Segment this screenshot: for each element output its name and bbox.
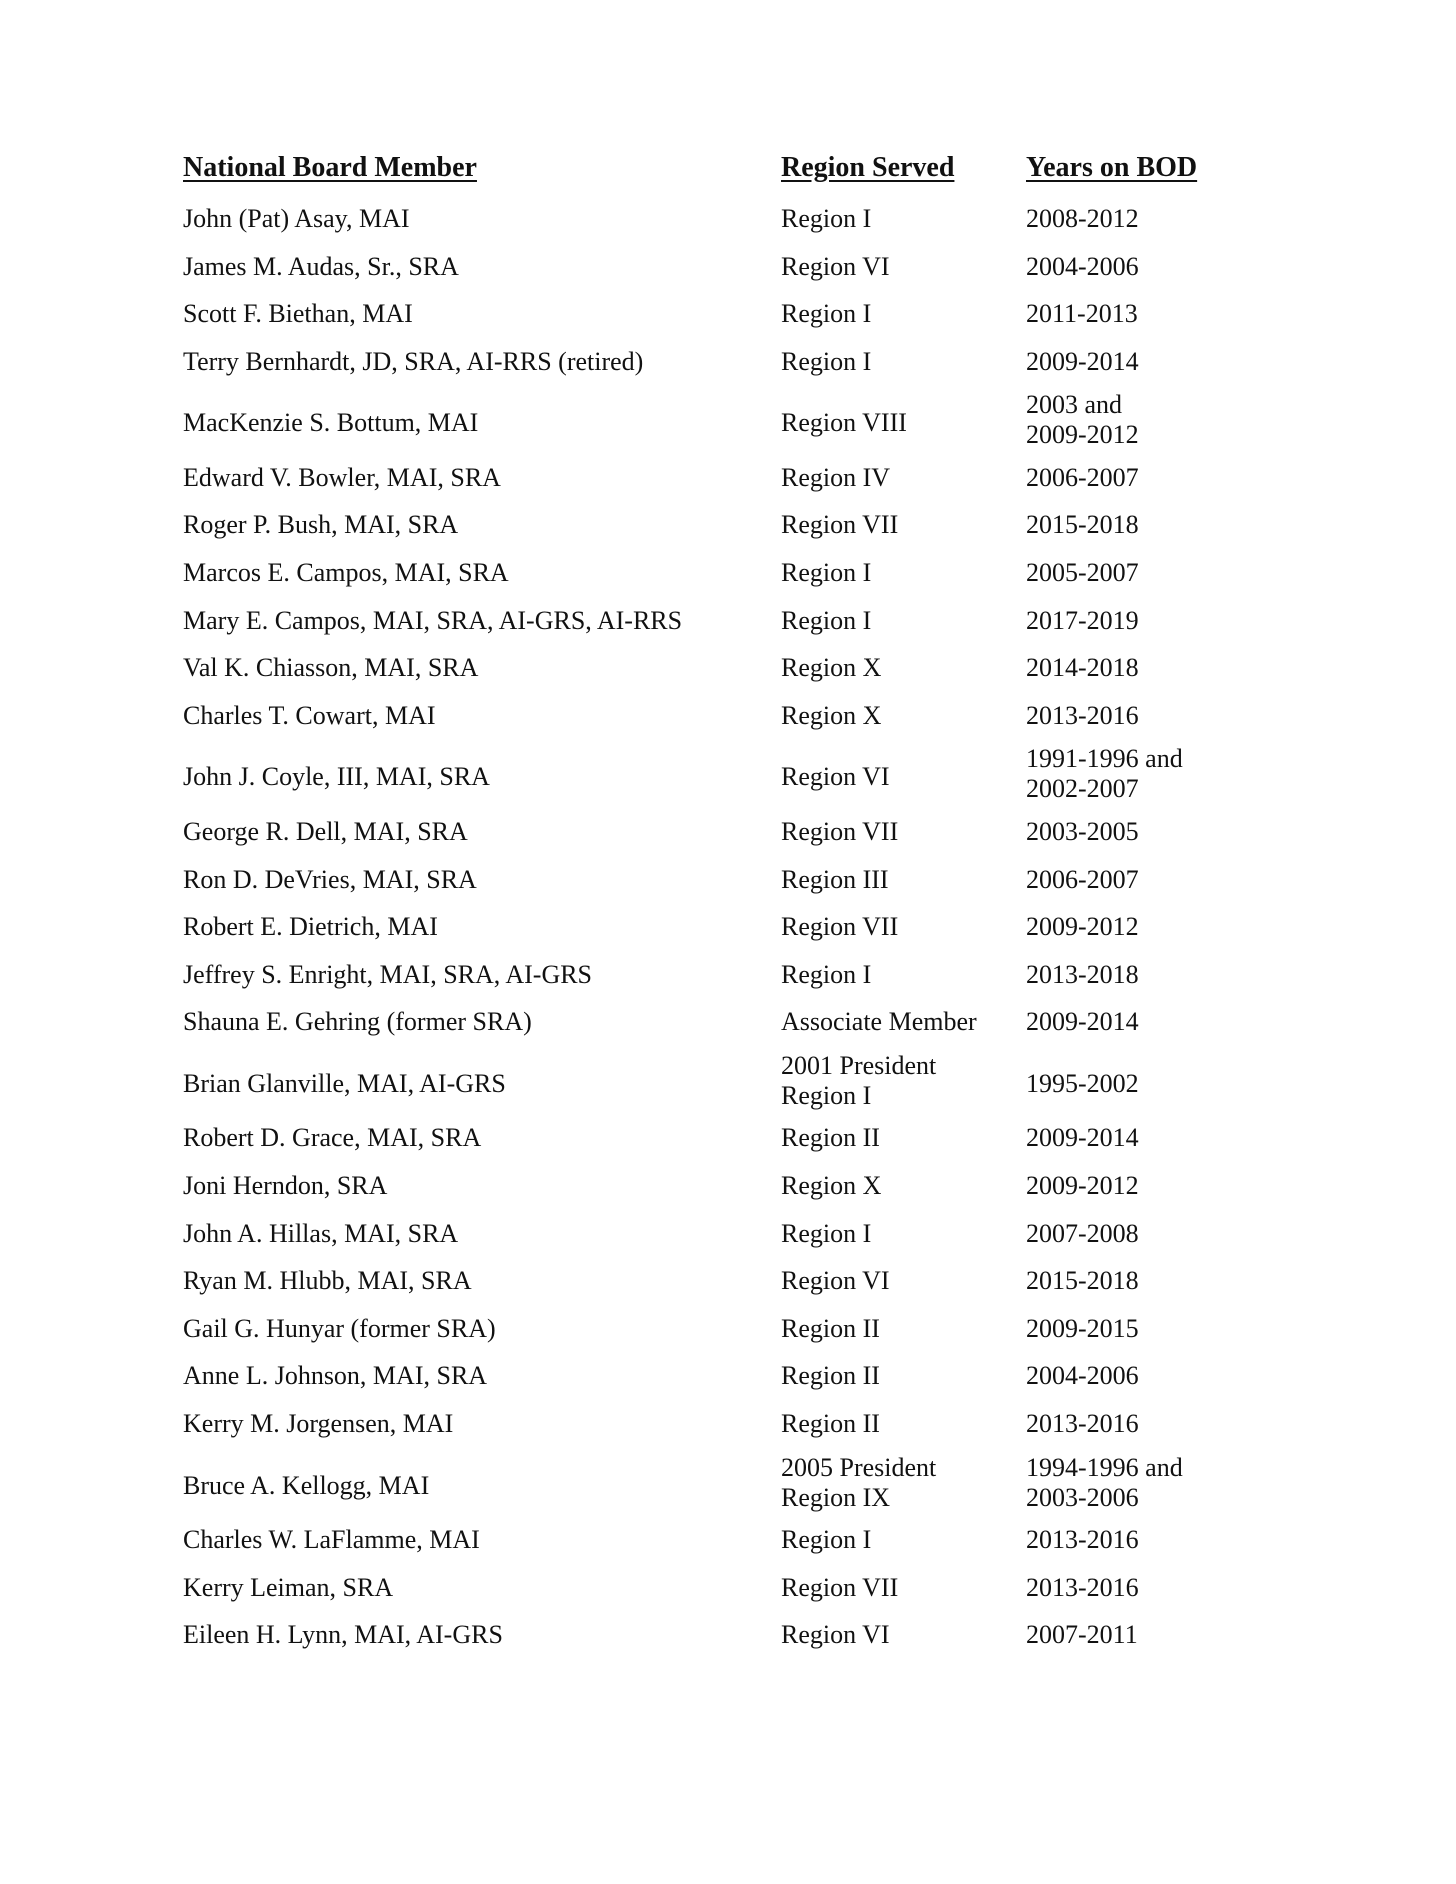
years-on-bod	[1026, 701, 1139, 731]
region-served	[781, 606, 871, 636]
years-on-bod-line: 1994-1996 and	[1026, 1452, 1183, 1482]
years-on-bod	[1026, 960, 1139, 990]
years-on-bod-line: 2007-2008	[1026, 1218, 1139, 1248]
region-served-line: Region VII	[781, 1572, 899, 1602]
years-on-bod-line: 2009-2012	[1026, 912, 1139, 942]
region-served-line: Region IX	[781, 1482, 891, 1512]
region-served-line: Region VII	[781, 510, 899, 540]
years-on-bod	[1026, 653, 1139, 683]
region-served-line: Region VI	[781, 762, 890, 792]
years-on-bod-line: 2015-2018	[1026, 510, 1139, 540]
region-served	[781, 1453, 936, 1513]
region-served-line: Region VI	[781, 1266, 890, 1296]
region-served-line: Region IV	[781, 462, 891, 492]
region-served	[781, 252, 890, 282]
years-on-bod-line: 2014-2018	[1026, 653, 1139, 683]
member-name: Jeffrey S. Enright, MAI, SRA, AI-GRS	[183, 959, 593, 989]
region-served-line: Region X	[781, 1171, 882, 1200]
region-served	[781, 1525, 871, 1555]
member-name: James M. Audas, Sr., SRA	[183, 251, 459, 281]
region-served-line: Region I	[781, 1218, 872, 1248]
member-name: Anne L. Johnson, MAI, SRA	[183, 1361, 488, 1391]
years-on-bod-line: 2009-2012	[1026, 420, 1139, 450]
years-on-bod-line: 2005-2007	[1026, 558, 1139, 588]
member-name: Val K. Chiasson, MAI, SRA	[183, 653, 479, 683]
years-on-bod	[1026, 1314, 1139, 1344]
years-on-bod-line: 2013-2016	[1026, 700, 1139, 730]
region-served	[781, 204, 871, 234]
region-served-line: 2005 President	[781, 1452, 937, 1482]
region-served	[781, 1266, 890, 1296]
region-served-line: Region X	[781, 700, 882, 730]
years-on-bod-line: 2017-2019	[1026, 605, 1139, 635]
years-on-bod-line: 2013-2016	[1026, 1408, 1139, 1438]
table-row	[0, 649, 1456, 697]
member-name: John J. Coyle, III, MAI, SRA	[183, 762, 490, 792]
years-on-bod-line: 2003 and	[1026, 390, 1123, 420]
member-name: Gail G. Hunyar (former SRA)	[183, 1313, 496, 1343]
years-on-bod	[1026, 347, 1139, 377]
years-on-bod	[1026, 510, 1139, 540]
region-served-line: Region X	[781, 653, 882, 683]
table-row	[0, 1521, 1456, 1569]
table-row	[0, 1453, 1456, 1522]
years-on-bod-line: 2015-2018	[1026, 1266, 1139, 1296]
region-served-line: Region I	[781, 1080, 872, 1110]
table-row	[0, 861, 1456, 909]
years-on-bod-line: 1991-1996 and	[1026, 744, 1183, 774]
years-on-bod	[1026, 558, 1139, 588]
table-row	[0, 1357, 1456, 1405]
table-row	[0, 390, 1456, 459]
region-served	[781, 463, 890, 493]
region-served	[781, 865, 889, 895]
years-on-bod	[1026, 204, 1139, 234]
region-served	[781, 1620, 890, 1650]
region-served-line: Region II	[781, 1123, 880, 1153]
years-on-bod-line: 2009-2014	[1026, 1123, 1139, 1153]
years-on-bod-line: 2011-2013	[1026, 299, 1138, 329]
years-on-bod-line: 2004-2006	[1026, 1361, 1139, 1391]
member-name: Shauna E. Gehring (former SRA)	[183, 1007, 532, 1037]
region-served	[781, 1171, 881, 1201]
region-served	[781, 408, 907, 438]
region-served	[781, 510, 898, 540]
region-served-line: Region I	[781, 605, 872, 635]
region-served	[781, 1409, 880, 1439]
region-served-line: Region II	[781, 1313, 880, 1343]
member-name: Joni Herndon, SRA	[183, 1171, 388, 1200]
header-years-on-bod: Years on BOD	[1026, 152, 1198, 183]
table-row	[0, 697, 1456, 745]
region-served-line: Region I	[781, 558, 872, 588]
years-on-bod-line: 2003-2006	[1026, 1482, 1139, 1512]
region-served-line: Region II	[781, 1408, 880, 1438]
region-served	[781, 1123, 880, 1153]
member-name: Bruce A. Kellogg, MAI	[183, 1470, 430, 1500]
region-served-line: Region VII	[781, 912, 899, 942]
years-on-bod	[1026, 1123, 1139, 1153]
member-name: MacKenzie S. Bottum, MAI	[183, 408, 479, 438]
header-national-board-member: National Board Member	[183, 152, 477, 183]
years-on-bod-line: 1995-2002	[1026, 1068, 1139, 1098]
member-name: George R. Dell, MAI, SRA	[183, 816, 468, 846]
member-name: Ryan M. Hlubb, MAI, SRA	[183, 1266, 472, 1296]
years-on-bod-line: 2004-2006	[1026, 251, 1139, 281]
region-served	[781, 653, 881, 683]
years-on-bod	[1026, 1007, 1139, 1037]
years-on-bod	[1026, 1171, 1139, 1201]
table-row	[0, 744, 1456, 813]
member-name: Marcos E. Campos, MAI, SRA	[183, 558, 509, 588]
region-served	[781, 299, 871, 329]
years-on-bod-line: 2008-2012	[1026, 204, 1139, 233]
region-served	[781, 1361, 880, 1391]
member-name: Kerry Leiman, SRA	[183, 1572, 394, 1602]
table-row	[0, 248, 1456, 296]
region-served-line: Associate Member	[781, 1007, 977, 1037]
years-on-bod-line: 2009-2014	[1026, 1007, 1139, 1037]
table-row	[0, 1310, 1456, 1358]
member-name: Robert D. Grace, MAI, SRA	[183, 1123, 482, 1153]
member-name: Eileen H. Lynn, MAI, AI-GRS	[183, 1620, 503, 1650]
table-row	[0, 1569, 1456, 1617]
table-row	[0, 1616, 1456, 1664]
table-row	[0, 1051, 1456, 1120]
years-on-bod	[1026, 912, 1139, 942]
years-on-bod-line: 2006-2007	[1026, 864, 1139, 894]
member-name: John A. Hillas, MAI, SRA	[183, 1218, 459, 1248]
region-served	[781, 701, 881, 731]
table-row	[0, 506, 1456, 554]
years-on-bod	[1026, 865, 1139, 895]
region-served-line: Region VIII	[781, 408, 907, 438]
years-on-bod	[1026, 1409, 1139, 1439]
table-row	[0, 1405, 1456, 1453]
years-on-bod-line: 2007-2011	[1026, 1620, 1138, 1650]
years-on-bod	[1026, 390, 1139, 450]
region-served	[781, 762, 890, 792]
years-on-bod-line: 2009-2014	[1026, 346, 1139, 376]
table-row	[0, 1215, 1456, 1263]
years-on-bod-line: 2006-2007	[1026, 462, 1139, 492]
years-on-bod-line: 2003-2005	[1026, 816, 1139, 846]
years-on-bod	[1026, 1573, 1139, 1603]
member-name: Ron D. DeVries, MAI, SRA	[183, 864, 477, 894]
member-name: Mary E. Campos, MAI, SRA, AI-GRS, AI-RRS	[183, 605, 683, 635]
years-on-bod-line: 2013-2016	[1026, 1572, 1139, 1602]
member-name: Edward V. Bowler, MAI, SRA	[183, 462, 501, 492]
years-on-bod	[1026, 1525, 1139, 1555]
years-on-bod	[1026, 1219, 1139, 1249]
member-name: Scott F. Biethan, MAI	[183, 299, 413, 329]
table-row	[0, 1167, 1456, 1215]
table-row	[0, 295, 1456, 343]
years-on-bod	[1026, 252, 1139, 282]
years-on-bod	[1026, 299, 1138, 329]
years-on-bod-line: 2013-2018	[1026, 959, 1139, 989]
region-served	[781, 1051, 936, 1111]
region-served	[781, 960, 871, 990]
table-row	[0, 1003, 1456, 1051]
region-served-line: Region I	[781, 299, 872, 329]
region-served-line: Region VII	[781, 816, 899, 846]
board-member-list	[0, 200, 1456, 1664]
member-name: Charles T. Cowart, MAI	[183, 700, 436, 730]
table-row	[0, 554, 1456, 602]
region-served-line: Region I	[781, 1525, 872, 1555]
member-name: Kerry M. Jorgensen, MAI	[183, 1408, 454, 1438]
years-on-bod	[1026, 1069, 1139, 1099]
region-served-line: Region II	[781, 1361, 880, 1391]
member-name: John (Pat) Asay, MAI	[183, 204, 410, 233]
region-served	[781, 1007, 977, 1037]
years-on-bod	[1026, 1361, 1139, 1391]
years-on-bod-line: 2009-2012	[1026, 1171, 1139, 1200]
years-on-bod-line: 2009-2015	[1026, 1313, 1139, 1343]
member-name: Charles W. LaFlamme, MAI	[183, 1525, 480, 1555]
table-row	[0, 956, 1456, 1004]
region-served	[781, 1219, 871, 1249]
header-region-served: Region Served	[781, 152, 955, 183]
table-row	[0, 343, 1456, 391]
region-served-line: Region I	[781, 346, 872, 376]
years-on-bod	[1026, 606, 1139, 636]
region-served	[781, 1573, 898, 1603]
region-served-line: Region I	[781, 204, 872, 233]
member-name: Brian Glanville, MAI, AI-GRS	[183, 1068, 506, 1098]
table-row	[0, 1262, 1456, 1310]
member-name: Robert E. Dietrich, MAI	[183, 912, 438, 942]
years-on-bod	[1026, 1266, 1139, 1296]
region-served-line: Region VI	[781, 251, 890, 281]
table-row	[0, 813, 1456, 861]
years-on-bod-line: 2002-2007	[1026, 774, 1139, 804]
region-served-line: Region III	[781, 864, 889, 894]
region-served	[781, 1314, 880, 1344]
table-row	[0, 459, 1456, 507]
years-on-bod	[1026, 1620, 1138, 1650]
region-served-line: Region I	[781, 959, 872, 989]
table-row	[0, 200, 1456, 248]
member-name: Roger P. Bush, MAI, SRA	[183, 510, 459, 540]
region-served	[781, 817, 898, 847]
region-served	[781, 912, 898, 942]
years-on-bod	[1026, 1453, 1183, 1513]
region-served-line: Region VI	[781, 1620, 890, 1650]
years-on-bod	[1026, 463, 1139, 493]
region-served	[781, 347, 871, 377]
years-on-bod-line: 2013-2016	[1026, 1525, 1139, 1555]
years-on-bod	[1026, 744, 1183, 804]
region-served-line: 2001 President	[781, 1050, 937, 1080]
member-name: Terry Bernhardt, JD, SRA, AI-RRS (retired)	[183, 346, 644, 376]
table-row	[0, 602, 1456, 650]
region-served	[781, 558, 871, 588]
table-header	[0, 152, 1456, 188]
years-on-bod	[1026, 817, 1139, 847]
table-row	[0, 1119, 1456, 1167]
table-row	[0, 908, 1456, 956]
